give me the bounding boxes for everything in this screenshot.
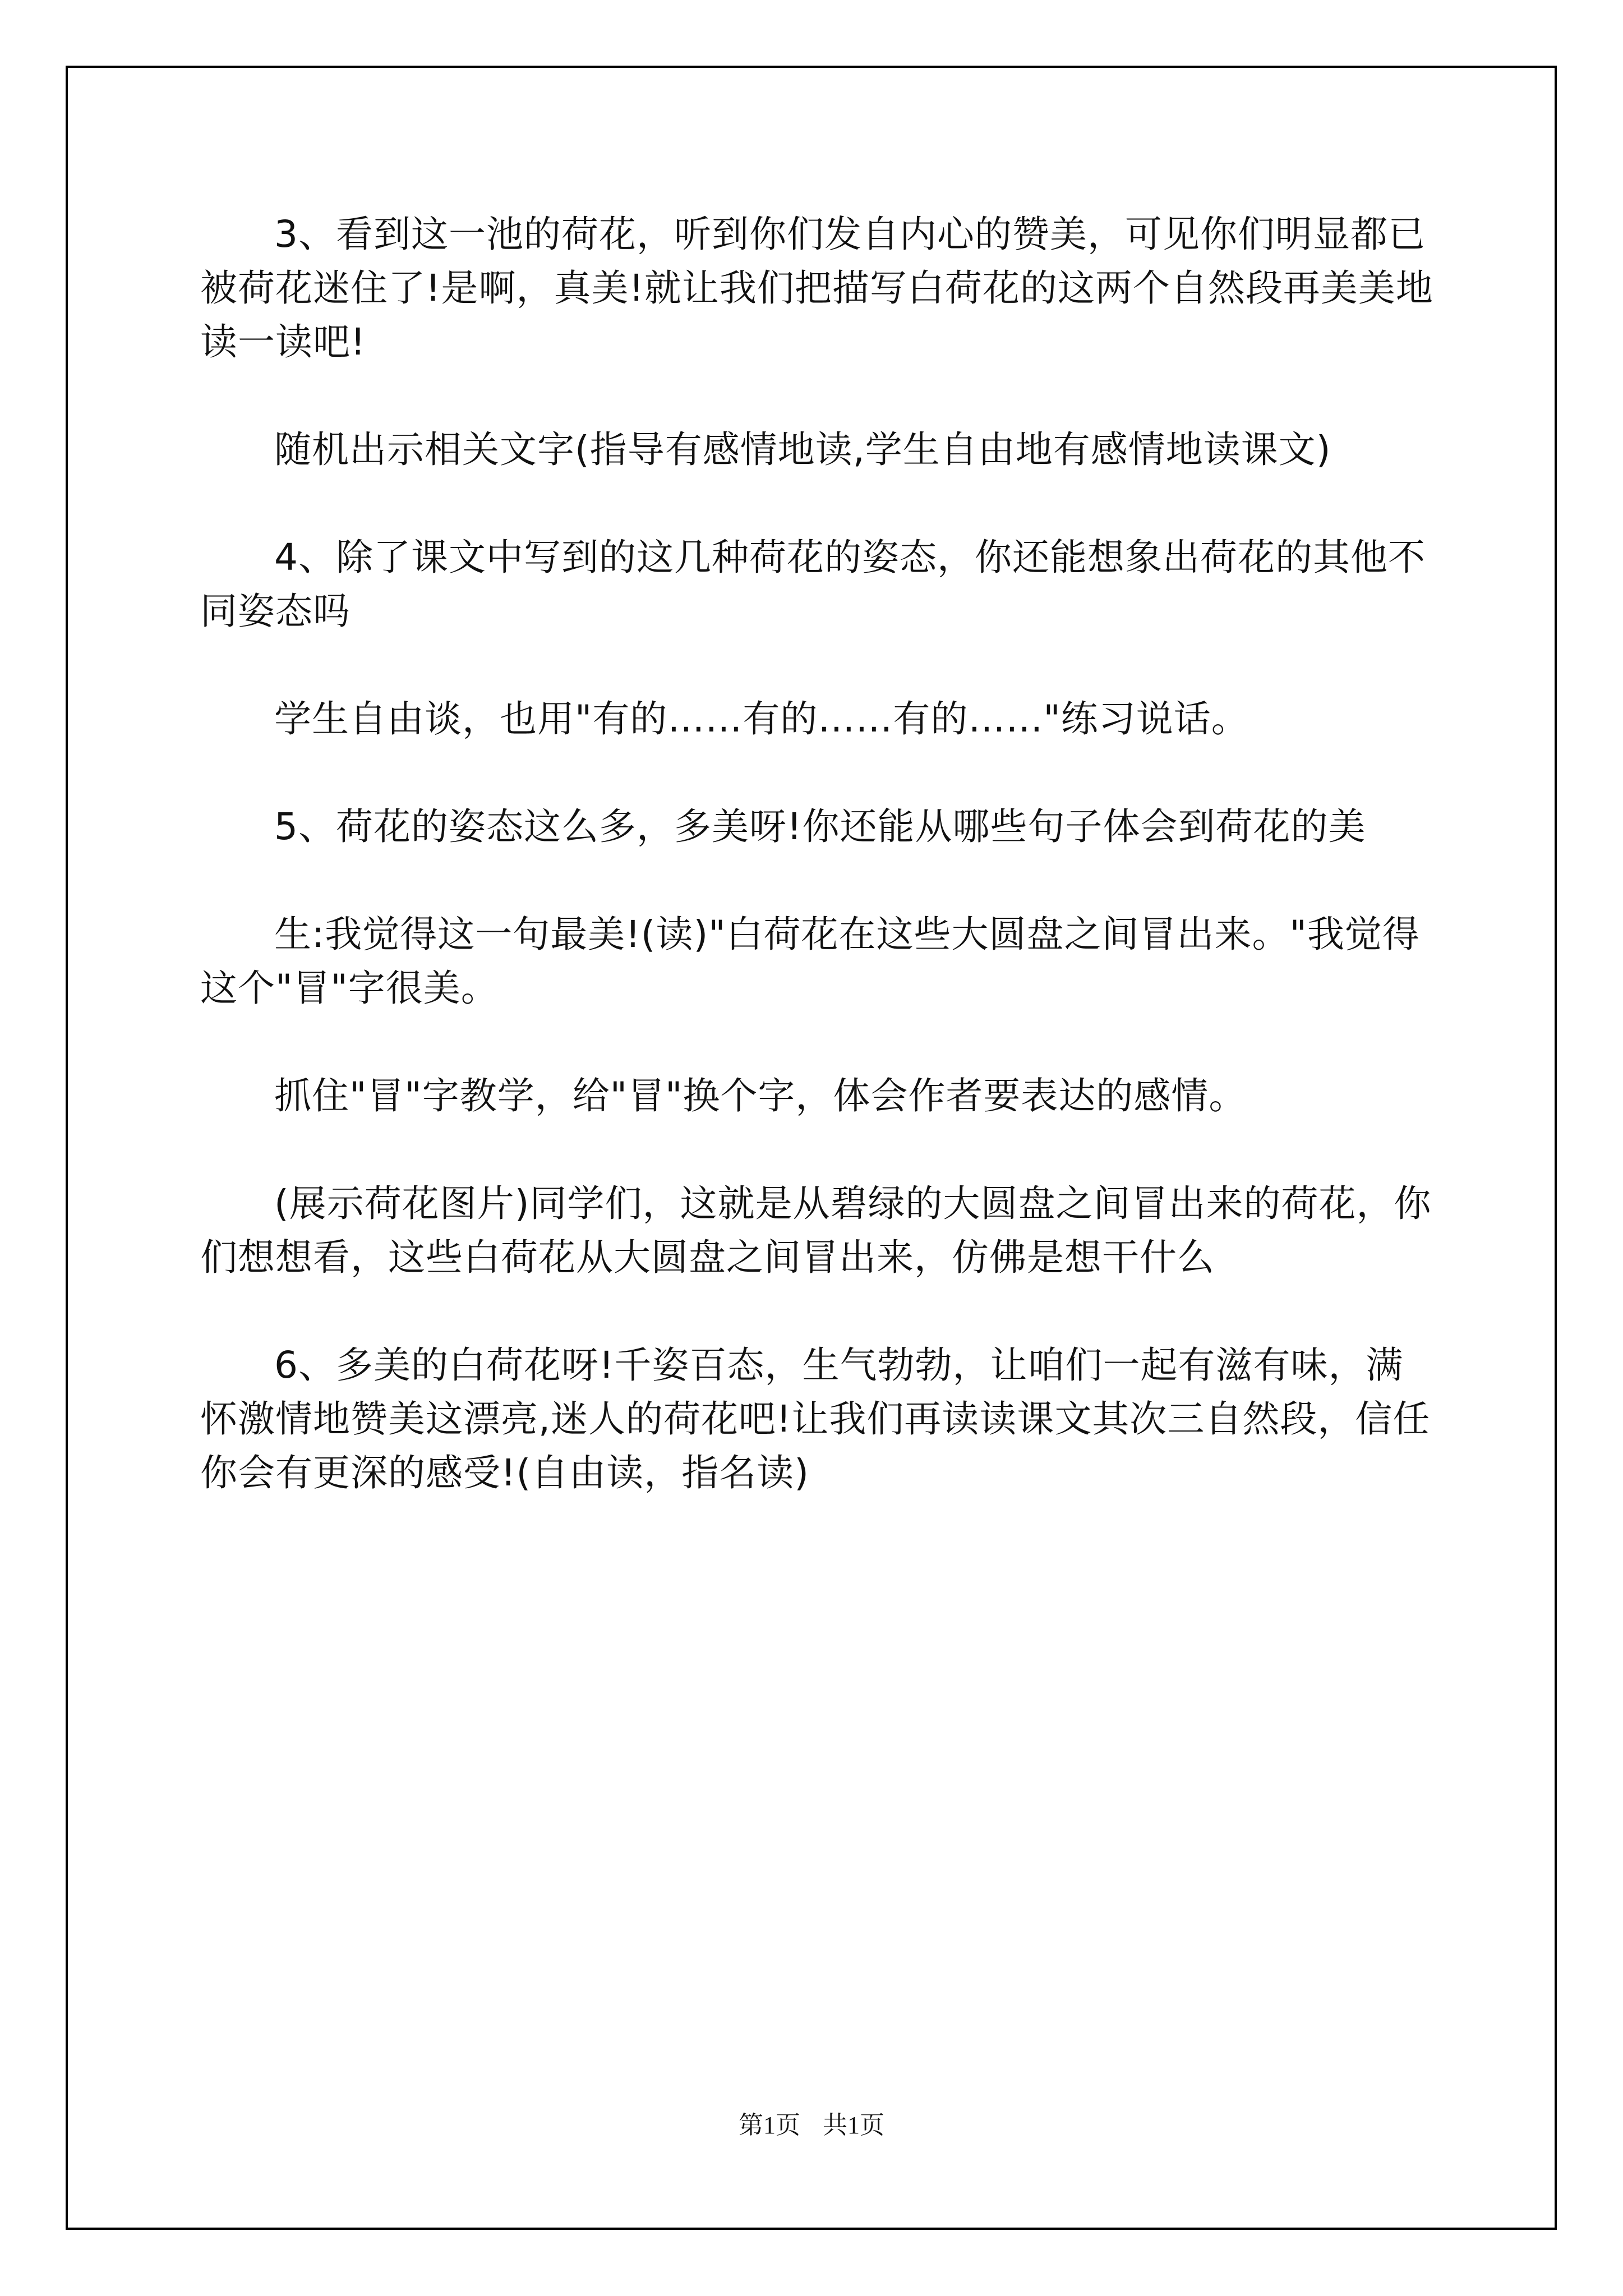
paragraph: 生:我觉得这一句最美!(读)"白荷花在这些大圆盘之间冒出来。"我觉得这个"冒"字很美。 (200, 913, 1420, 1010)
page-number: 第1页 (739, 2111, 800, 2139)
paragraph: 5、荷花的姿态这么多，多美呀!你还能从哪些句子体会到荷花的美 (274, 805, 1366, 848)
paragraph: 随机出示相关文字(指导有感情地读,学生自由地有感情地读课文) (274, 428, 1331, 471)
page-footer (0, 2105, 1623, 2141)
paragraph: 6、多美的白荷花呀!千姿百态，生气勃勃，让咱们一起有滋有味，满怀激情地赞美这漂亮,迷人的荷花吧!让我们再读读课文其次三自然段，信任你会有更深的感受!(自由读，指名读) (200, 1343, 1431, 1494)
paragraph: 4、除了课文中写到的这几种荷花的姿态，你还能想象出荷花的其他不同姿态吗 (200, 536, 1426, 633)
paragraph: 学生自由谈，也用"有的……有的……有的……"练习说话。 (274, 697, 1249, 740)
paragraph: 3、看到这一池的荷花，听到你们发自内心的赞美，可见你们明显都已被荷花迷住了!是啊，真美!就让我们把描写白荷花的这两个自然段再美美地读一读吧! (200, 213, 1433, 364)
paragraph: 抓住"冒"字教学，给"冒"换个字，体会作者要表达的感情。 (274, 1074, 1247, 1117)
paragraph: (展示荷花图片)同学们，这就是从碧绿的大圆盘之间冒出来的荷花，你们想想看，这些白荷花从大圆盘之间冒出来，仿佛是想干什么 (200, 1182, 1432, 1279)
page-total: 共1页 (823, 2111, 884, 2139)
document-body (200, 208, 1434, 1554)
